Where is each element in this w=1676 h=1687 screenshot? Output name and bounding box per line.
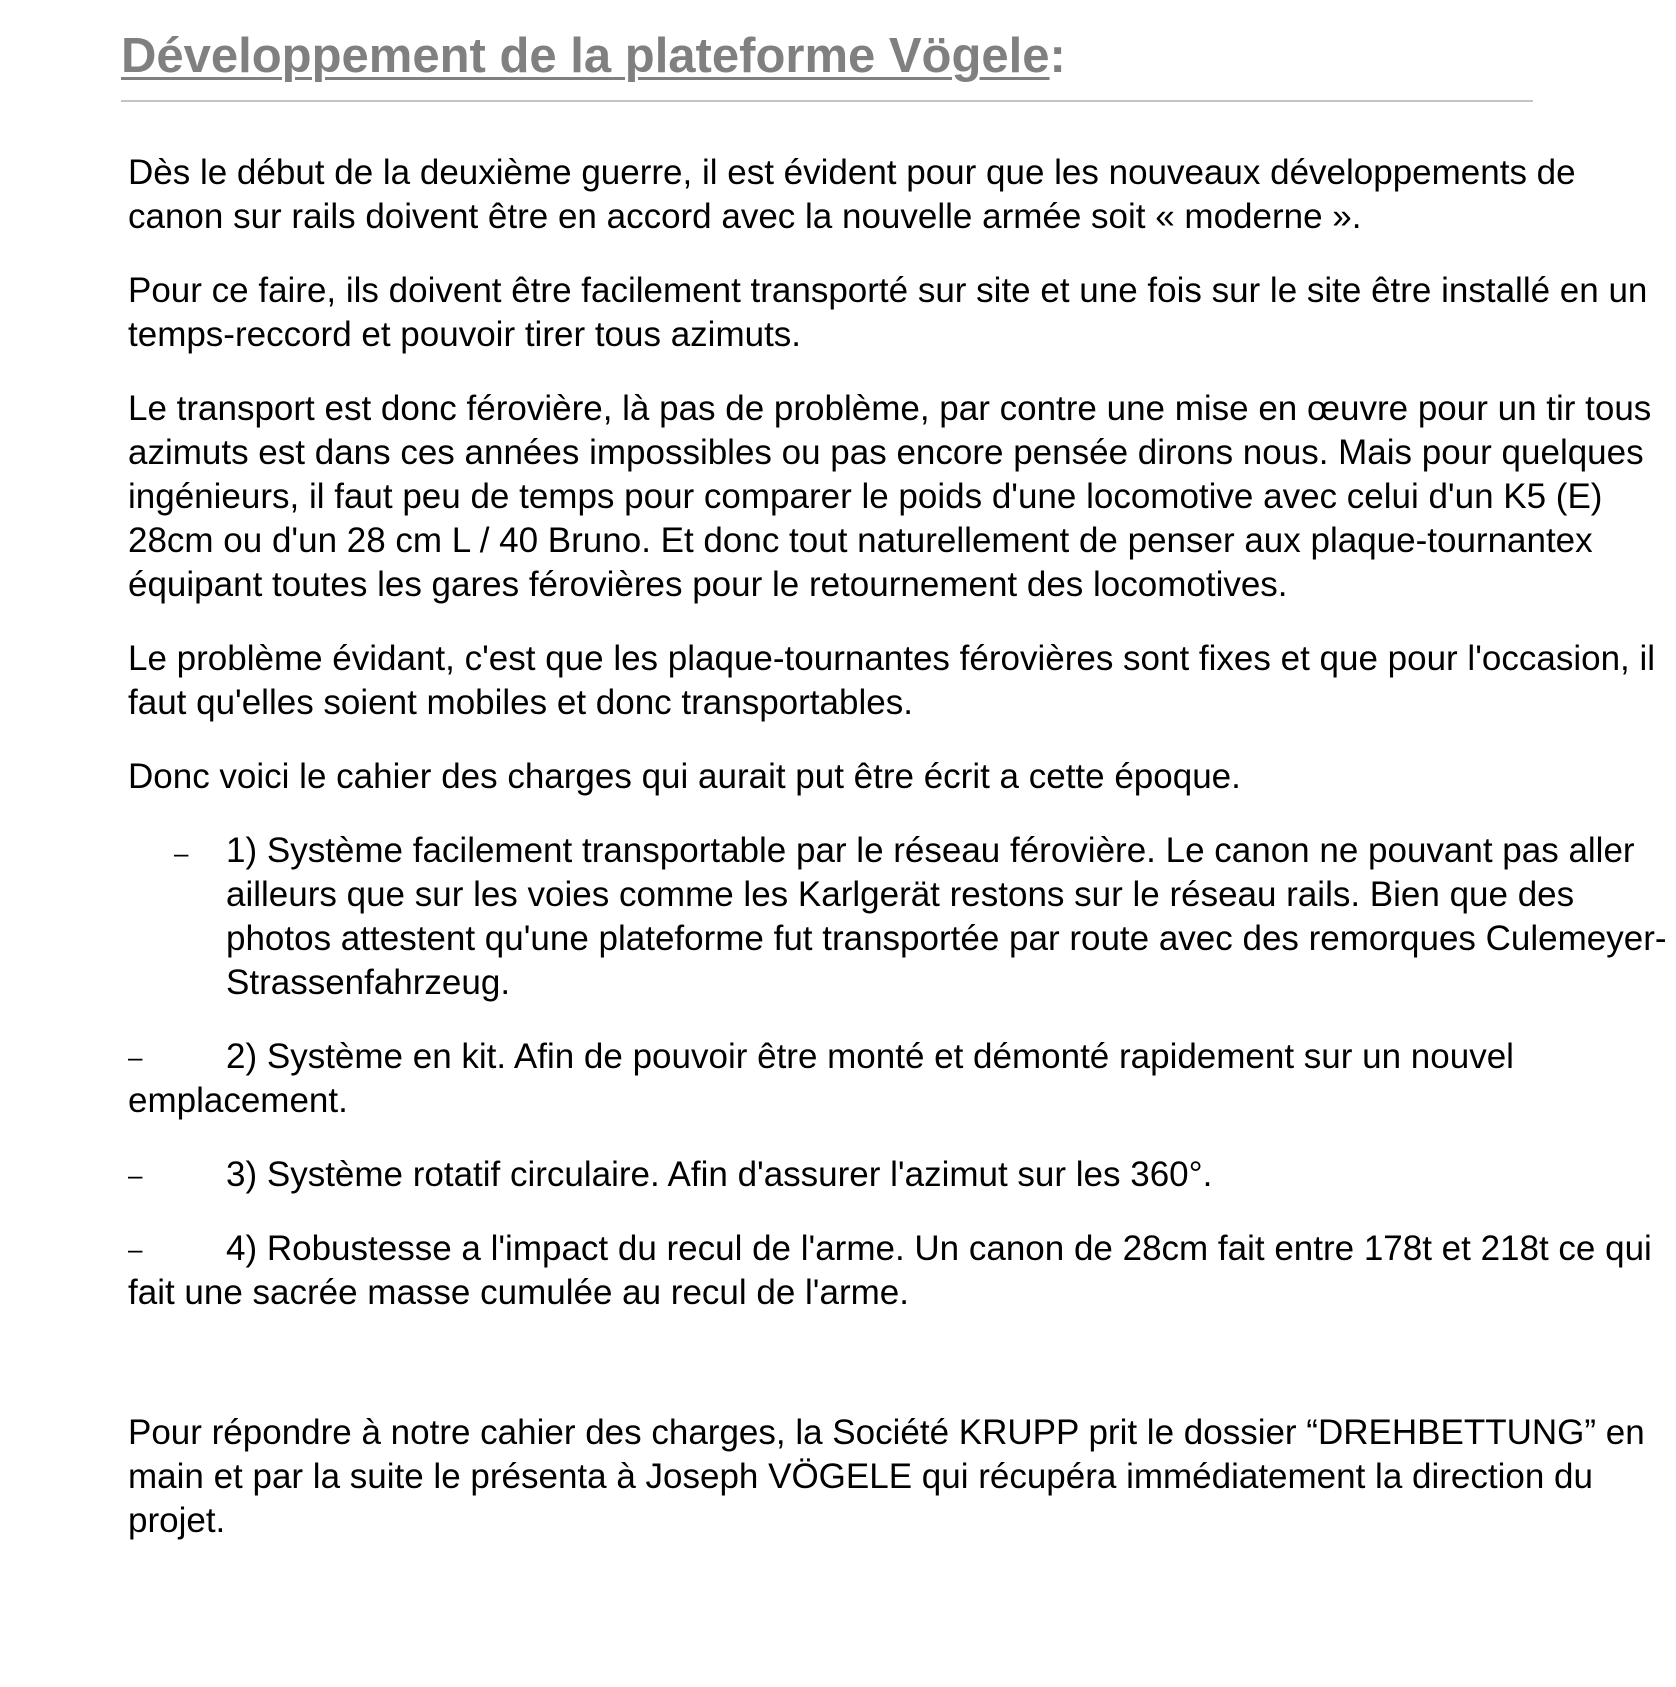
title-block [121,22,1533,102]
list-item-3 [128,1153,1668,1197]
list-item-text: 3) Système rotatif circulaire. Afin d'assurer l'azimut sur les 360°. [226,1155,1213,1194]
title-colon: : [1049,29,1066,83]
list-item-4 [128,1227,1668,1315]
list-item-2 [128,1035,1668,1123]
paragraph-intro: Dès le début de la deuxième guerre, il est évident pour que les nouveaux développements de canon sur rails doivent être en accord avec la nouvelle armée soit « moderne ». [128,153,1576,236]
paragraph-problem: Le problème évidant, c'est que les plaque-tournantes férovières sont fixes et que pour l'occasion, il faut qu'elles soient mobiles et donc transportables. [128,639,1656,722]
vertical-spacer [128,1345,1668,1411]
list-bullet: – [128,1160,143,1190]
list-item-1 [128,829,1668,1005]
list-bullet: – [174,838,189,868]
list-bullet: – [128,1042,143,1072]
paragraph-specifications-intro: Donc voici le cahier des charges qui aurait put être écrit a cette époque. [128,757,1241,796]
list-bullet: – [128,1234,143,1264]
list-item-text: 1) Système facilement transportable par le réseau férovière. Le canon ne pouvant pas aller ailleurs que sur les voies comme les Karlgerät restons sur le réseau rails. Bien que des photos attestent qu'une plateforme fut transportée par route avec des remorques Culemeyer-Strassenfahrzeug. [226,831,1667,1002]
title-link[interactable]: Développement de la plateforme Vögele [121,29,1050,83]
list-item-text: 4) Robustesse a l'impact du recul de l'arme. Un canon de 28cm fait entre 178t et 218t ce qui fait une sacrée masse cumulée au recul de l'arme. [128,1229,1652,1312]
document-body [128,151,1668,1573]
paragraph-closing: Pour répondre à notre cahier des charges, la Société KRUPP prit le dossier “DREHBETTUNG” en main et par la suite le présenta à Joseph VÖGELE qui récupéra immédiatement la direction du projet. [128,1413,1645,1540]
paragraph-rail-transport: Le transport est donc férovière, là pas de problème, par contre une mise en œuvre pour un tir tous azimuts est dans ces années impossibles ou pas encore pensée dirons nous. Mais pour quelques ingénieurs, il faut peu de temps pour comparer le poids d'une locomotive avec celui d'un K5 (E) 28cm ou d'un 28 cm L / 40 Bruno. Et donc tout naturellement de penser aux plaque-tournantex équipant toutes les gares férovières pour le retournement des locomotives. [128,389,1652,604]
page-title [121,30,1066,84]
list-item-text: 2) Système en kit. Afin de pouvoir être monté et démonté rapidement sur un nouvel emplacement. [128,1037,1514,1120]
paragraph-transport: Pour ce faire, ils doivent être facilement transporté sur site et une fois sur le site être installé en un temps-reccord et pouvoir tirer tous azimuts. [128,271,1648,354]
